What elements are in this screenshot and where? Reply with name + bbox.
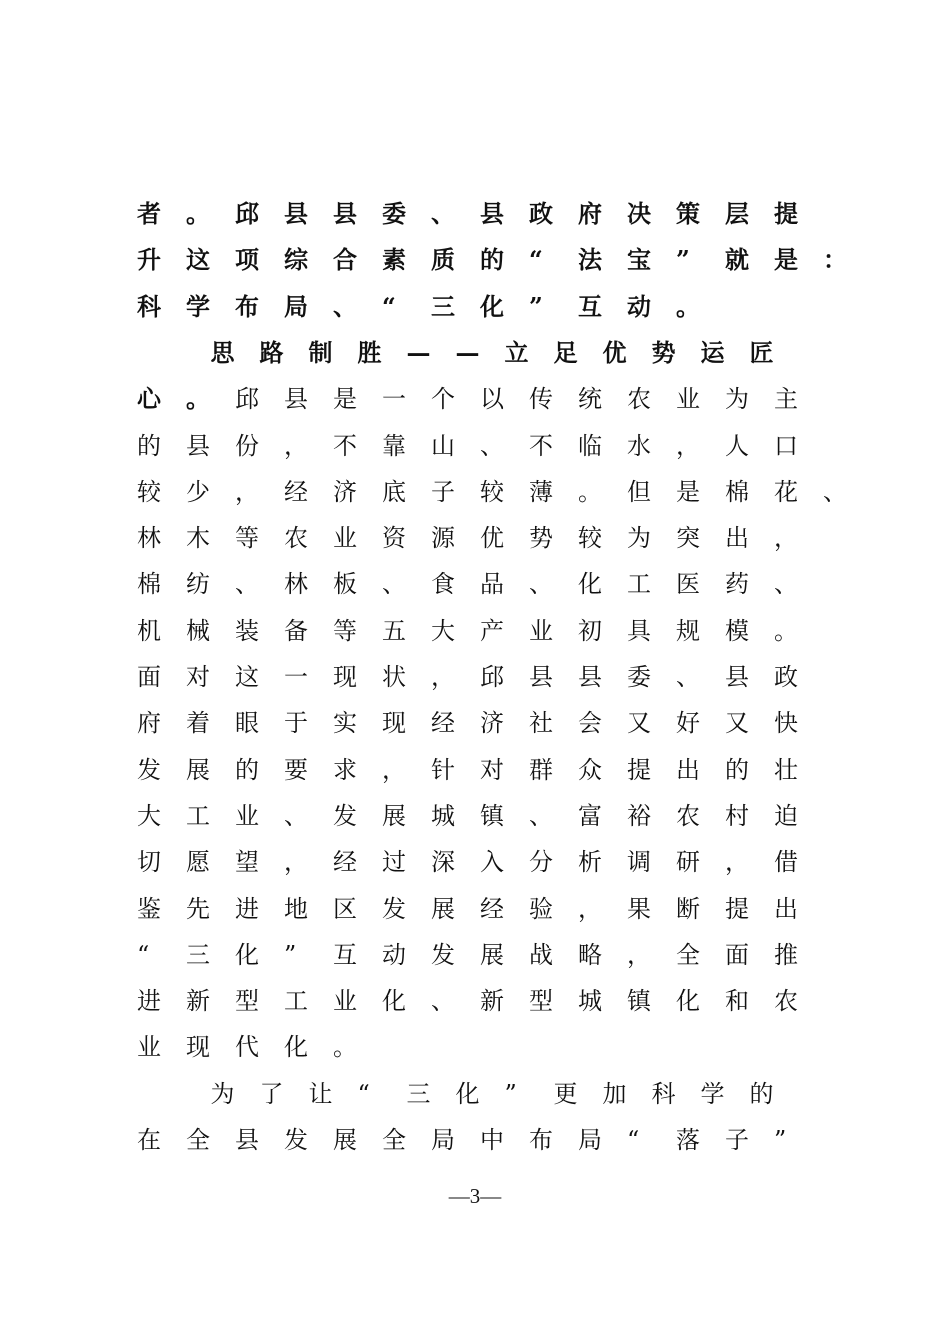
text-line: 府 着 眼 于 实 现 经 济 社 会 又 好 又 快 [137,709,798,738]
text-line: 面 对 这 一 现 状 ， 邱 县 县 委 、 县 政 [137,663,798,691]
text-line: 较 少 ， 经 济 底 子 较 薄 。 但 是 棉 花 、 [137,477,847,506]
page-number: —3— [448,1184,502,1208]
text-line: 为 了 让 “ 三 化 ” 更 加 科 学 的 [210,1079,774,1108]
text-line: 机 械 装 备 等 五 大 产 业 初 具 规 模 。 [137,616,798,645]
text-line: 林 木 等 农 业 资 源 优 势 较 为 突 出 ， [137,524,798,553]
text-line: 棉 纺 、 林 板 、 食 品 、 化 工 医 药 、 [137,570,798,599]
text-line: 科 学 布 局 、 “ 三 化 ” 互 动 。 [137,291,700,321]
text-line: 者 。 邱 县 县 委 、 县 政 府 决 策 层 提 [137,199,798,228]
text-line: 大 工 业 、 发 展 城 镇 、 富 裕 农 村 迫 [137,801,798,830]
text-line: 心 。 邱 县 是 一 个 以 传 统 农 业 为 主 [137,384,798,414]
text-line: 进 新 型 工 业 化 、 新 型 城 镇 化 和 农 [137,987,798,1016]
text-line: 业 现 代 化 。 [137,1033,357,1062]
text-line: 鉴 先 进 地 区 发 展 经 验 ， 果 断 提 出 [137,894,798,923]
text-line: “ 三 化 ” 互 动 发 展 战 略 ， 全 面 推 [137,940,798,969]
text-line: 的 县 份 ， 不 靠 山 、 不 临 水 ， 人 口 [137,431,798,460]
text-line: 在 全 县 发 展 全 局 中 布 局 “ 落 子 ” [137,1126,787,1154]
text-line: 思 路 制 胜 — — 立 足 优 势 运 匠 [210,337,774,367]
text-line: 升 这 项 综 合 素 质 的 “ 法 宝 ” 就 是 ： [137,245,847,275]
text-line: 发 展 的 要 求 ， 针 对 群 众 提 出 的 壮 [137,755,798,784]
text-line: 切 愿 望 ， 经 过 深 入 分 析 调 研 ， 借 [137,848,798,877]
